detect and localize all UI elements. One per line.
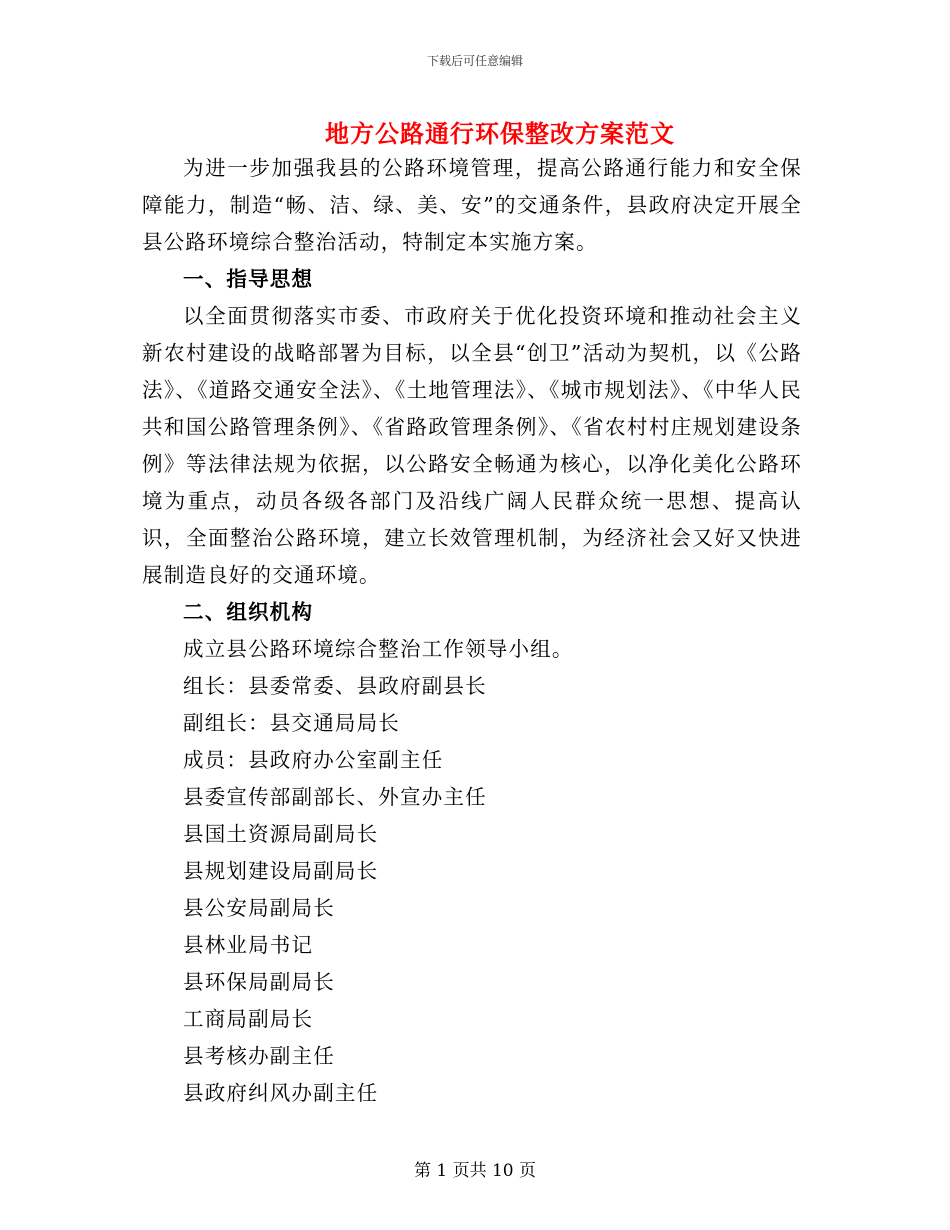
org-line: 组长：县委常委、县政府副县长: [183, 674, 487, 698]
document-title: 地方公路通行环保整改方案范文: [325, 119, 675, 148]
org-line: 县委宣传部副部长、外宣办主任: [183, 785, 487, 809]
org-line: 县公安局副局长: [183, 896, 335, 920]
section2-heading: 二、组织机构: [183, 600, 314, 624]
org-line: 县考核办副主任: [183, 1044, 335, 1068]
org-line: 成员：县政府办公室副主任: [183, 748, 444, 772]
org-line: 县林业局书记: [183, 933, 314, 957]
document-body: [142, 150, 802, 1112]
org-line: 县环保局副局长: [183, 970, 335, 994]
header-note: 下载后可任意编辑: [426, 54, 523, 68]
section1-heading: 一、指导思想: [183, 267, 314, 291]
org-line: 副组长：县交通局局长: [183, 711, 400, 735]
org-line: 县国土资源局副局长: [183, 822, 379, 846]
org-line: 成立县公路环境综合整治工作领导小组。: [183, 637, 574, 661]
intro-paragraph: 为进一步加强我县的公路环境管理，提高公路通行能力和安全保障能力，制造“畅、洁、绿、美、安”的交通条件，县政府决定开展全县公路环境综合整治活动，特制定本实施方案。: [142, 156, 802, 254]
section1-paragraph: 以全面贯彻落实市委、市政府关于优化投资环境和推动社会主义新农村建设的战略部署为目标，以全县“创卫”活动为契机，以《公路法》、《道路交通安全法》、《土地管理法》、《城市规划法》、《中华人民共和国公路管理条例》、《省路政管理条例》、《省农村村庄规划建设条例》等法律法规为依据，以公路安全畅通为核心，以净化美化公路环境为重点，动员各级各部门及沿线广阔人民群众统一思想、提高认识，全面整治公路环境，建立长效管理机制，为经济社会又好又快进展制造良好的交通环境。: [142, 304, 802, 587]
org-line: 县规划建设局副局长: [183, 859, 379, 883]
org-line: 县政府纠风办副主任: [183, 1081, 379, 1105]
page-footer: 第 1 页共 10 页: [413, 1161, 537, 1181]
org-line: 工商局副局长: [183, 1007, 314, 1031]
